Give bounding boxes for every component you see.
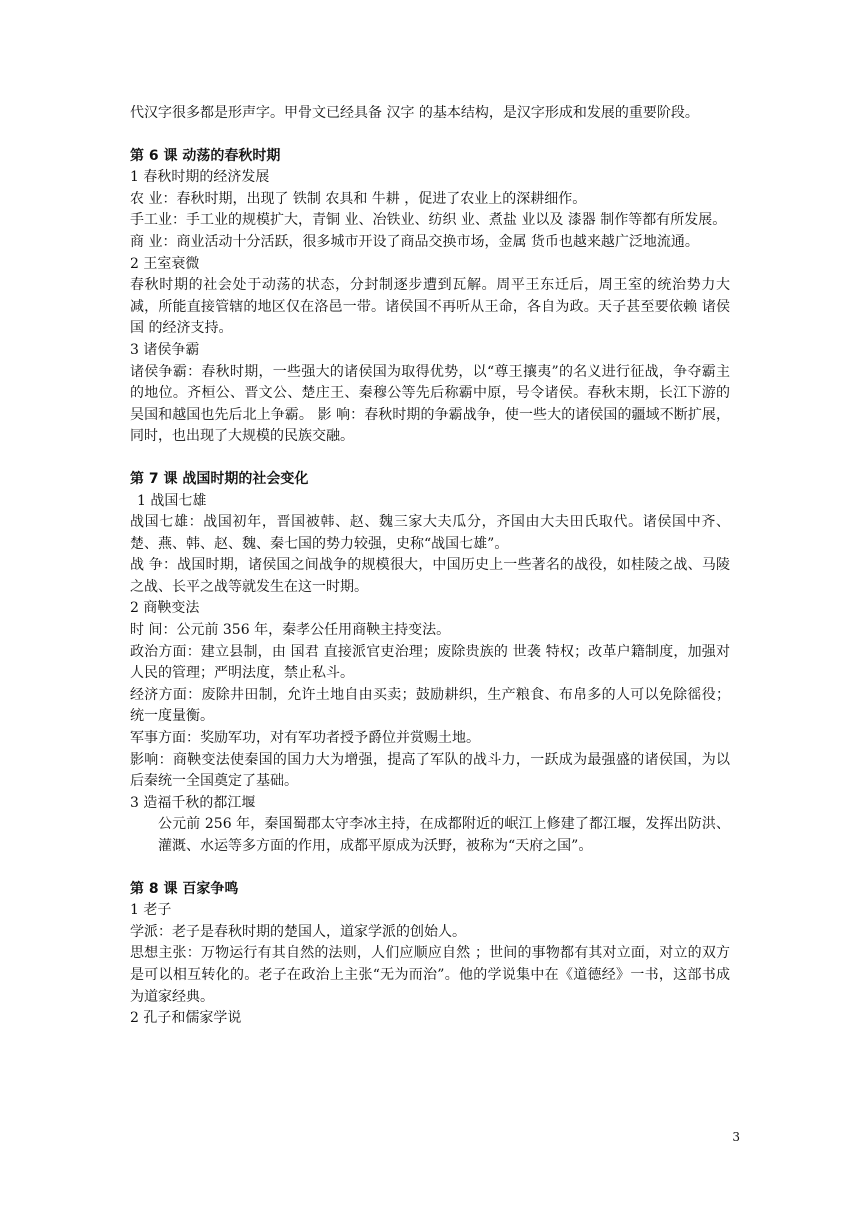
laozi-thought-paragraph: 思想主张：万物运行有其自然的法则，人们应顺应自然 ；世间的事物都有其对立面，对立的双方是可以相互转化的。老子在政治上主张“无为而治”。他的学说集中在《道德经》一书，这部书成为道家经典。 bbox=[130, 945, 730, 1005]
seven-states-paragraph: 战国七雄：战国初年，晋国被韩、赵、魏三家大夫瓜分，齐国由大夫田氏取代。诸侯国中齐、楚、燕、韩、赵、魏、秦七国的势力较强，史称“战国七雄”。 bbox=[130, 514, 730, 552]
lesson-8-section-2-heading: 2 孔子和儒家学说 bbox=[130, 1010, 242, 1027]
handicraft-paragraph: 手工业：手工业的规模扩大，青铜 业、冶铁业、纺织 业、煮盐 业以及 漆器 制作等都有所发展。 bbox=[130, 212, 727, 229]
lesson-7-section-1-heading: 1 战国七雄 bbox=[137, 492, 207, 509]
reform-impact-paragraph: 影响：商鞅变法使秦国的国力大为增强，提高了军队的战斗力，一跃成为最强盛的诸侯国，为以后秦统一全国奠定了基础。 bbox=[130, 751, 730, 790]
reform-economy-paragraph: 经济方面：废除井田制，允许土地自由买卖；鼓励耕织，生产粮食、布帛多的人可以免除徭役；统一度量衡。 bbox=[130, 686, 730, 725]
lesson-7-title: 第 7 课 战国时期的社会变化 bbox=[130, 470, 309, 487]
agriculture-paragraph: 农 业：春秋时期，出现了 铁制 农具和 牛耕 ，促进了农业上的深耕细作。 bbox=[130, 190, 587, 207]
lesson-6-section-2-heading: 2 王室衰微 bbox=[130, 255, 200, 272]
royal-decline-paragraph: 春秋时期的社会处于动荡的状态，分封制逐步遭到瓦解。周平王东迁后，周王室的统治势力大减，所能直接管辖的地区仅在洛邑一带。诸侯国不再听从王命，各自为政。天子甚至要依赖 诸侯国 的经济支持。 bbox=[130, 277, 730, 337]
reform-time-paragraph: 时 间：公元前 356 年，秦孝公任用商鞅主持变法。 bbox=[130, 622, 451, 639]
lesson-6-section-1-heading: 1 春秋时期的经济发展 bbox=[130, 169, 270, 186]
lesson-6-section-3-heading: 3 诸侯争霸 bbox=[130, 341, 200, 358]
lesson-8-title: 第 8 课 百家争鸣 bbox=[130, 880, 239, 897]
lesson-7-section-3-heading: 3 造福千秋的都江堰 bbox=[130, 794, 256, 811]
hegemony-paragraph: 诸侯争霸：春秋时期，一些强大的诸侯国为取得优势，以“尊王攘夷”的名义进行征战，争夺霸主的地位。齐桓公、晋文公、楚庄王、秦穆公等先后称霸中原，号令诸侯。春秋末期，长江下游的吴国和越国也先后北上争霸。 影 响：春秋时期的争霸战争，使一些大的诸侯国的疆域不断扩展，同时，也出现了大规模的民族交融。 bbox=[130, 363, 730, 445]
document-page bbox=[130, 103, 730, 1030]
lesson-6-title: 第 6 课 动荡的春秋时期 bbox=[130, 147, 281, 164]
spacer bbox=[130, 858, 730, 879]
laozi-school-paragraph: 学派：老子是春秋时期的楚国人，道家学派的创始人。 bbox=[130, 923, 466, 940]
spacer bbox=[130, 125, 730, 146]
war-paragraph: 战 争：战国时期，诸侯国之间战争的规模很大，中国历史上一些著名的战役，如桂陵之战、马陵之战、长平之战等就发生在这一时期。 bbox=[130, 557, 730, 595]
lesson-8-section-1-heading: 1 老子 bbox=[130, 902, 172, 919]
lesson-7-section-2-heading: 2 商鞅变法 bbox=[130, 600, 200, 617]
page-number: 3 bbox=[732, 1130, 740, 1144]
reform-politics-paragraph: 政治方面：建立县制，由 国君 直接派官吏治理；废除贵族的 世袭 特权；改革户籍制度，加强对人民的管理；严明法度，禁止私斗。 bbox=[130, 643, 730, 682]
reform-military-paragraph: 军事方面：奖励军功，对有军功者授予爵位并赏赐土地。 bbox=[130, 730, 480, 747]
dujiangyan-paragraph: 公元前 256 年，秦国蜀郡太守李冰主持，在成都附近的岷江上修建了都江堰，发挥出防洪、灌溉、水运等多方面的作用，成都平原成为沃野，被称为“天府之国”。 bbox=[158, 816, 730, 854]
spacer bbox=[130, 448, 730, 469]
intro-paragraph: 代汉字很多都是形声字。甲骨文已经具备 汉字 的基本结构，是汉字形成和发展的重要阶段。 bbox=[130, 105, 699, 121]
commerce-paragraph: 商 业：商业活动十分活跃，很多城市开设了商品交换市场，金属 货币也越来越广泛地流通。 bbox=[130, 233, 699, 250]
